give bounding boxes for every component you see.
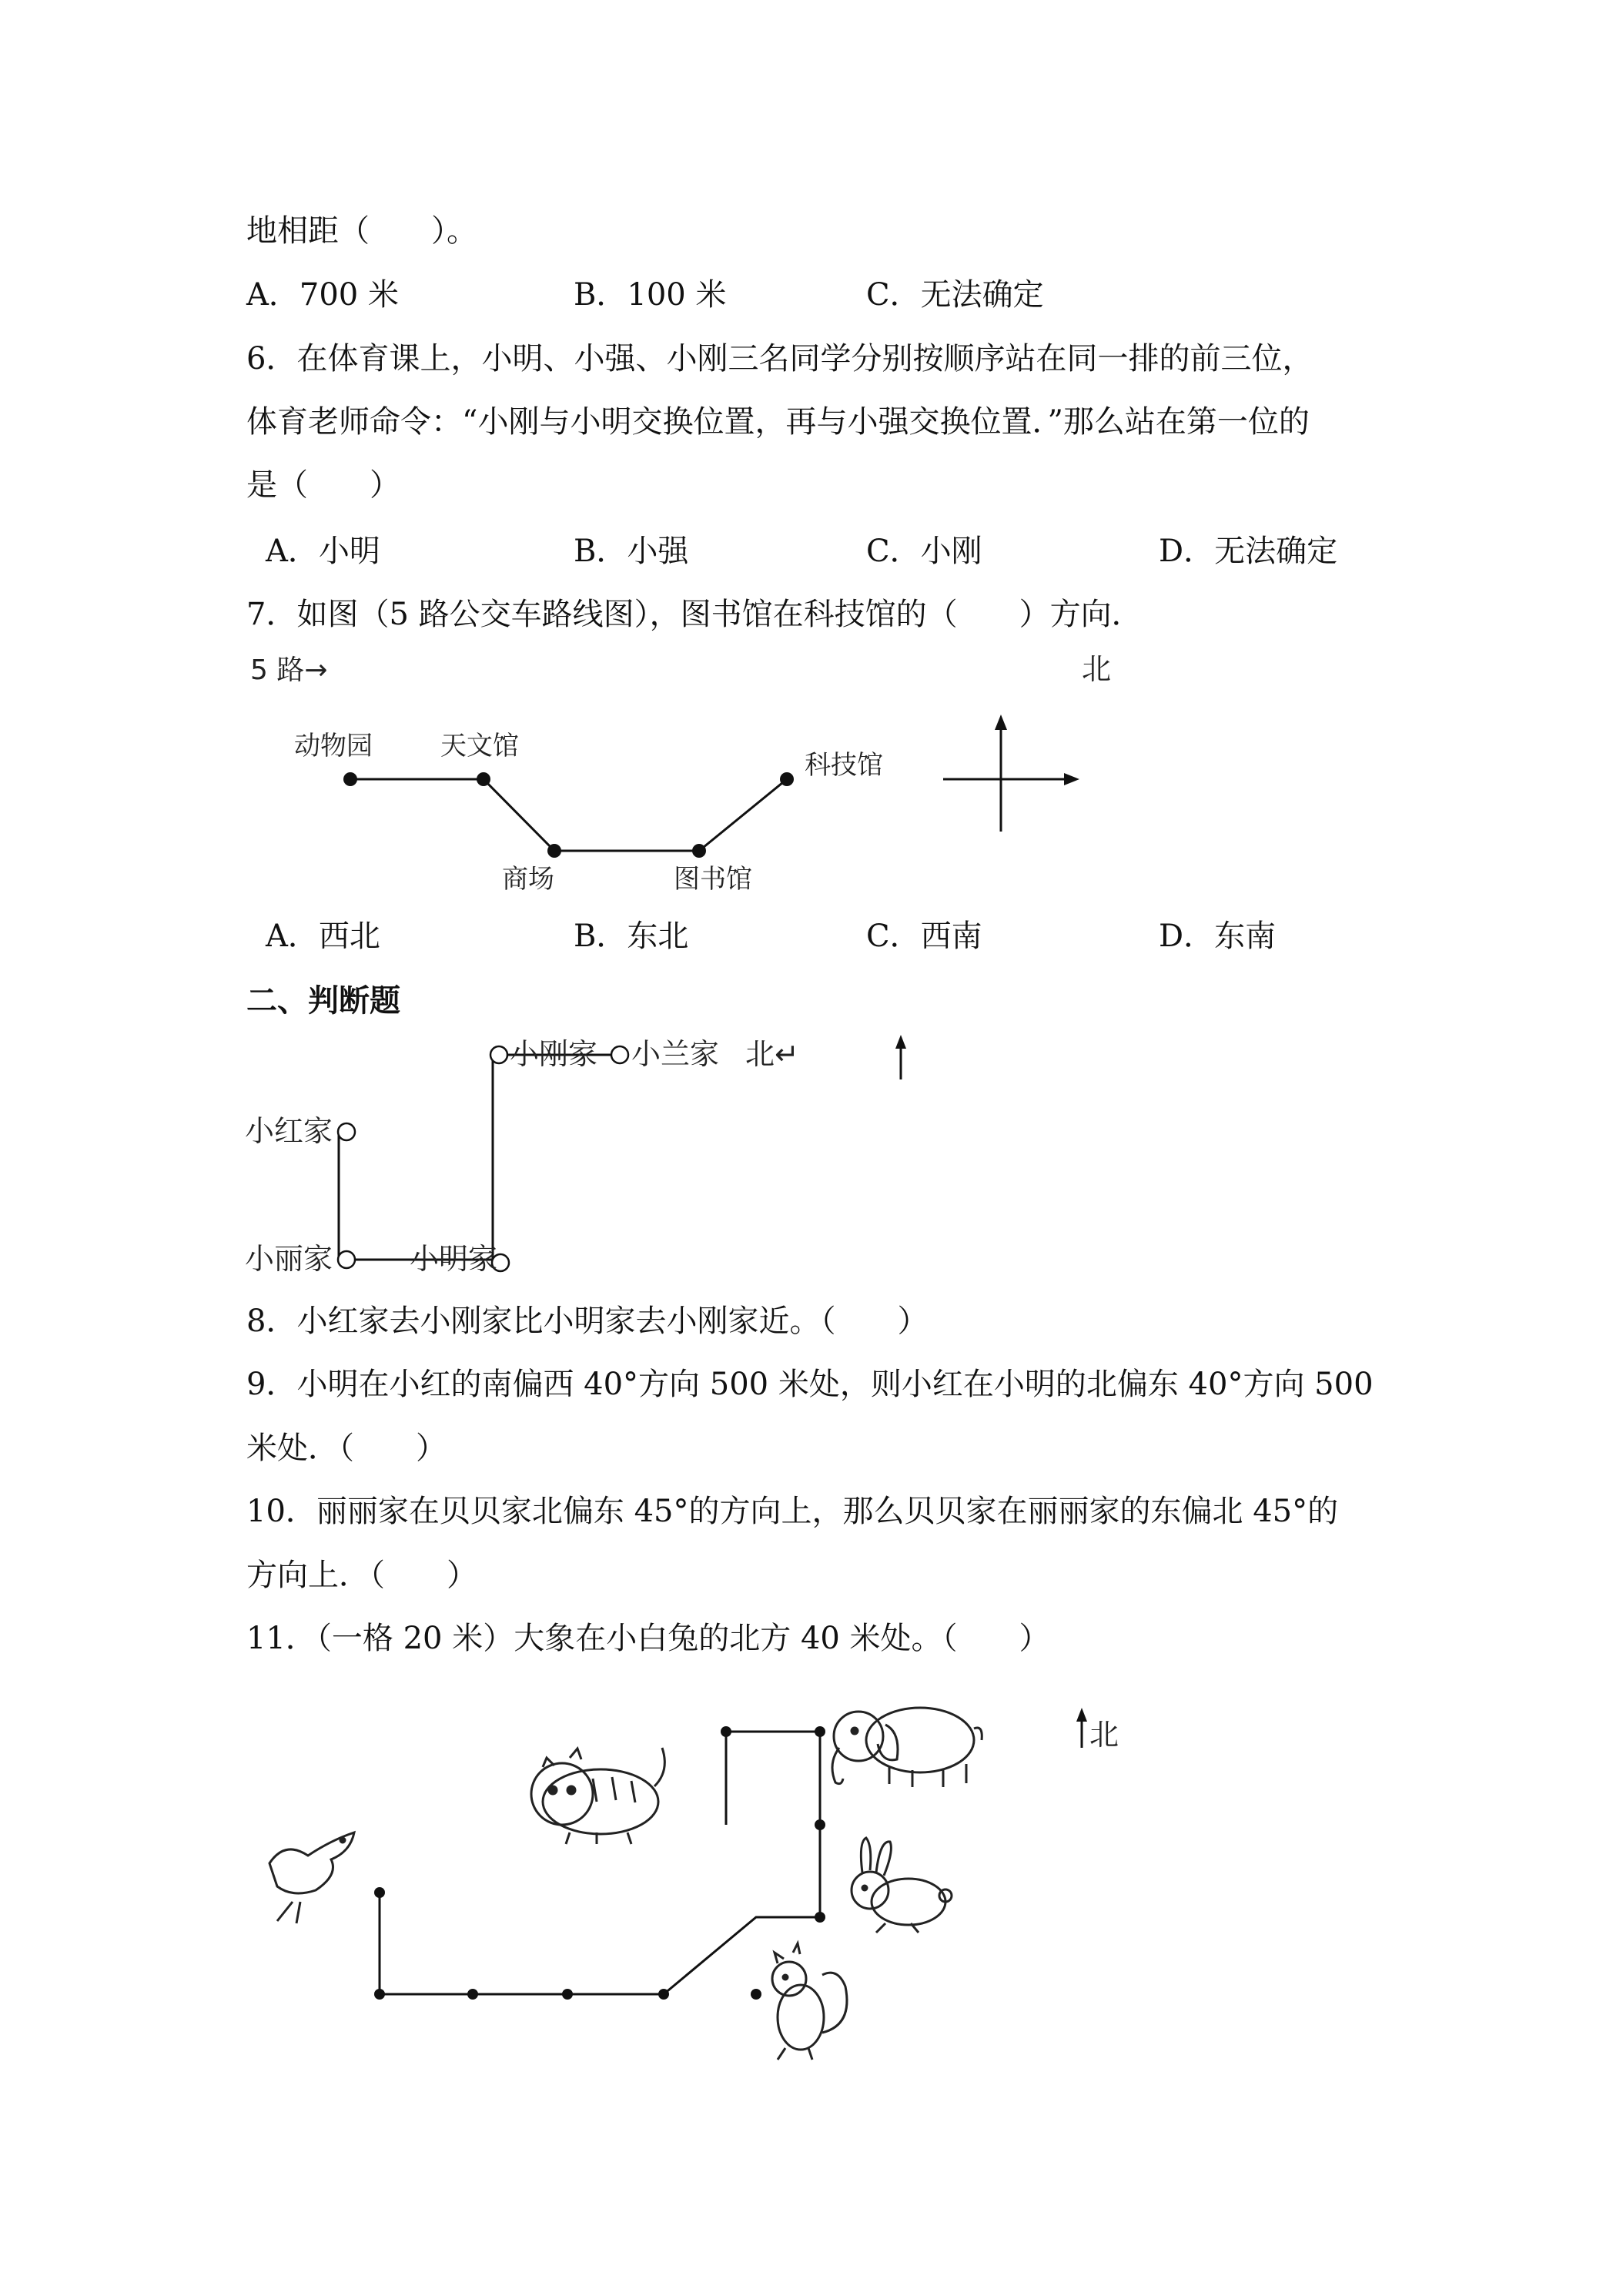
home-label-xiaoli: 小丽家	[245, 1242, 333, 1276]
q6-stem-line-1: 6．在体育课上，小明、小强、小刚三名同学分别按顺序站在同一排的前三位，	[246, 341, 1313, 377]
route-path	[350, 779, 787, 851]
q6-stem-line-3: 是（ ）	[246, 467, 400, 503]
homes-map-figure	[231, 1024, 1001, 1286]
q10-line-2: 方向上．（ ）	[246, 1558, 477, 1593]
home-label-xiaohong: 小红家	[245, 1114, 333, 1148]
section-2-title: 二、判断题	[246, 983, 400, 1019]
q7-option-b: B．东北	[574, 919, 689, 954]
compass-north-arrowhead	[995, 715, 1007, 730]
q7-stem: 7．如图（5 路公交车路线图），图书馆在科技馆的（ ）方向．	[246, 597, 1143, 632]
stop-label-mall: 商场	[502, 864, 554, 895]
stop-label-library: 图书馆	[674, 864, 752, 895]
dove-icon	[269, 1832, 354, 1923]
stop-label-observatory: 天文馆	[440, 731, 519, 761]
q10-line-1: 10．丽丽家在贝贝家北偏东 45°的方向上，那么贝贝家在丽丽家的东偏北 45°的	[246, 1494, 1339, 1529]
animals-north-arrowhead	[1076, 1708, 1087, 1722]
q7-option-d: D．东南	[1159, 919, 1277, 954]
q6-stem-line-2: 体育老师命令：“小刚与小明交换位置，再与小强交换位置．”那么站在第一位的	[246, 404, 1310, 440]
q6-option-c: C．小刚	[866, 534, 982, 569]
elephant-icon	[832, 1708, 982, 1787]
q6-option-a: A．小明	[266, 534, 380, 569]
animals-north-label: 北	[1089, 1718, 1119, 1752]
home-marker-xiaolan	[611, 1046, 628, 1063]
home-label-xiaolan: 小兰家	[631, 1037, 720, 1071]
q5-stem-tail: 地相距（ ）。	[246, 213, 477, 249]
q5-option-a: A．700 米	[246, 277, 399, 313]
q6-option-b: B．小强	[574, 534, 689, 569]
home-label-xiaogang: 小刚家	[510, 1037, 598, 1071]
compass-east-arrowhead	[1064, 773, 1079, 785]
home-marker-xiaoli	[338, 1251, 355, 1268]
home-marker-xiaogang	[490, 1046, 507, 1063]
animals-grid-figure	[246, 1694, 1132, 2071]
home-label-xiaoming: 小明家	[410, 1242, 498, 1276]
rabbit-icon	[852, 1838, 952, 1933]
q6-option-d: D．无法确定	[1159, 534, 1338, 569]
path-dots	[374, 1726, 825, 2000]
q7-option-c: C．西南	[866, 919, 982, 954]
stop-label-science-museum: 科技馆	[805, 750, 883, 781]
tiger-icon	[531, 1748, 664, 1844]
q11-text: 11．（一格 20 米）大象在小白兔的北方 40 米处。（ ）	[246, 1621, 1050, 1656]
route-north-label: 北	[1082, 652, 1112, 686]
stop-dot-observatory	[477, 772, 490, 786]
home-marker-xiaohong	[338, 1123, 355, 1140]
homes-north-arrowhead	[895, 1035, 906, 1049]
stop-dot-mall	[547, 844, 561, 858]
stop-dot-science-museum	[780, 772, 794, 786]
q5-option-b: B．100 米	[574, 277, 727, 313]
animal-path	[380, 1732, 820, 1994]
homes-path	[339, 1055, 614, 1260]
bus-route-figure	[231, 647, 1155, 909]
stop-dot-zoo	[343, 772, 357, 786]
q5-option-c: C．无法确定	[866, 277, 1044, 313]
stop-dot-library	[692, 844, 706, 858]
route-label: 5 路→	[250, 654, 328, 686]
q8-text: 8．小红家去小刚家比小明家去小刚家近。（ ）	[246, 1304, 929, 1339]
q9-line-1: 9．小明在小红的南偏西 40°方向 500 米处，则小红在小明的北偏东 40°方向 500	[246, 1367, 1374, 1402]
q9-line-2: 米处．（ ）	[246, 1431, 447, 1466]
squirrel-icon	[772, 1943, 847, 2060]
q7-option-a: A．西北	[266, 919, 380, 954]
homes-north-label: 北↵	[745, 1037, 799, 1071]
stop-label-zoo: 动物园	[294, 731, 373, 761]
